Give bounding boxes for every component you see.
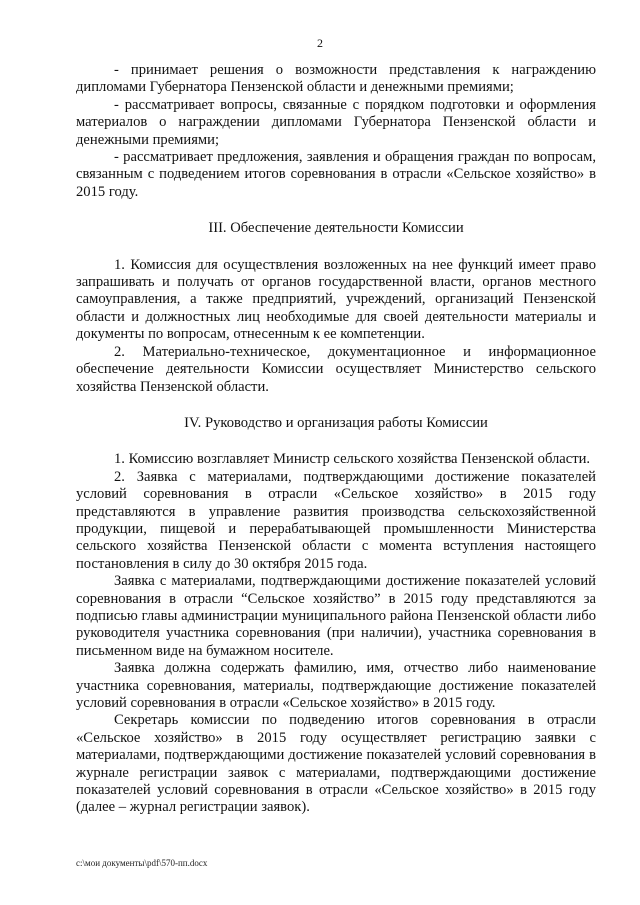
paragraph: Секретарь комиссии по подведению итогов соревнования в отрасли «Сельское хозяйство» в 2015 году осуществляет регистрацию заявки с материалами, подтверждающими достижение показателей условий соревнования в журнале регистрации заявок с материалами, подтверждающими достижение показателей условий соревнования в отрасли «Сельское хозяйство» в 2015 году (далее – журнал регистрации заявок).: [76, 712, 596, 816]
paragraph: 2. Материально-техническое, документационное и информационное обеспечение деятельности Комиссии осуществляет Министерство сельского хозяйства Пензенской области.: [76, 343, 596, 395]
paragraph: Заявка с материалами, подтверждающими достижение показателей условий соревнования в отрасли “Сельское хозяйство” в 2015 году представляются за подписью главы администрации муниципального района Пензенской области либо руководителя участника соревнования (при наличии), участника соревнования в письменном виде на бумажном носителе.: [76, 573, 596, 659]
list-item: - рассматривает предложения, заявления и обращения граждан по вопросам, связанным с подведением итогов соревнования в отрасли «Сельское хозяйство» в 2015 году.: [76, 149, 596, 200]
paragraph: 1. Комиссия для осуществления возложенных на нее функций имеет право запрашивать и получать от органов государственной власти, органов местного самоуправления, а также предприятий, учреждений, организаций Пензенской области и должностных лиц необходимые для своей деятельности материалы и документы по вопросам, отнесенным к ее компетенции.: [76, 256, 596, 343]
list-item: - принимает решения о возможности представления к награждению дипломами Губернатора Пензенской области и денежными премиями;: [76, 62, 596, 96]
page-number: 2: [317, 36, 323, 50]
paragraph: 1. Комиссию возглавляет Министр сельского хозяйства Пензенской области.: [114, 451, 591, 468]
list-item: - рассматривает вопросы, связанные с порядком подготовки и оформления материалов о награждении дипломами Губернатора Пензенской области и денежными премиями;: [76, 96, 596, 148]
file-path-footer: c:\мои документы\pdf\570-пп.docx: [76, 858, 208, 868]
paragraph: 2. Заявка с материалами, подтверждающими достижение показателей условий соревнования в отрасли «Сельское хозяйство» в 2015 году представляются в управление развития производства сельскохозяйственной продукции, пищевой и перерабатывающей промышленности Министерства сельского хозяйства Пензенской области с момента вступления настоящего постановления в силу до 30 октября 2015 года.: [76, 468, 596, 572]
section-heading: IV. Руководство и организация работы Комиссии: [184, 414, 488, 431]
document-body: [76, 62, 596, 817]
paragraph: Заявка должна содержать фамилию, имя, отчество либо наименование участника соревнования, материалы, подтверждающие достижение показателей условий соревнования в отрасли «Сельское хозяйство» в 2015 году.: [76, 660, 596, 711]
section-heading: III. Обеспечение деятельности Комиссии: [208, 220, 464, 237]
